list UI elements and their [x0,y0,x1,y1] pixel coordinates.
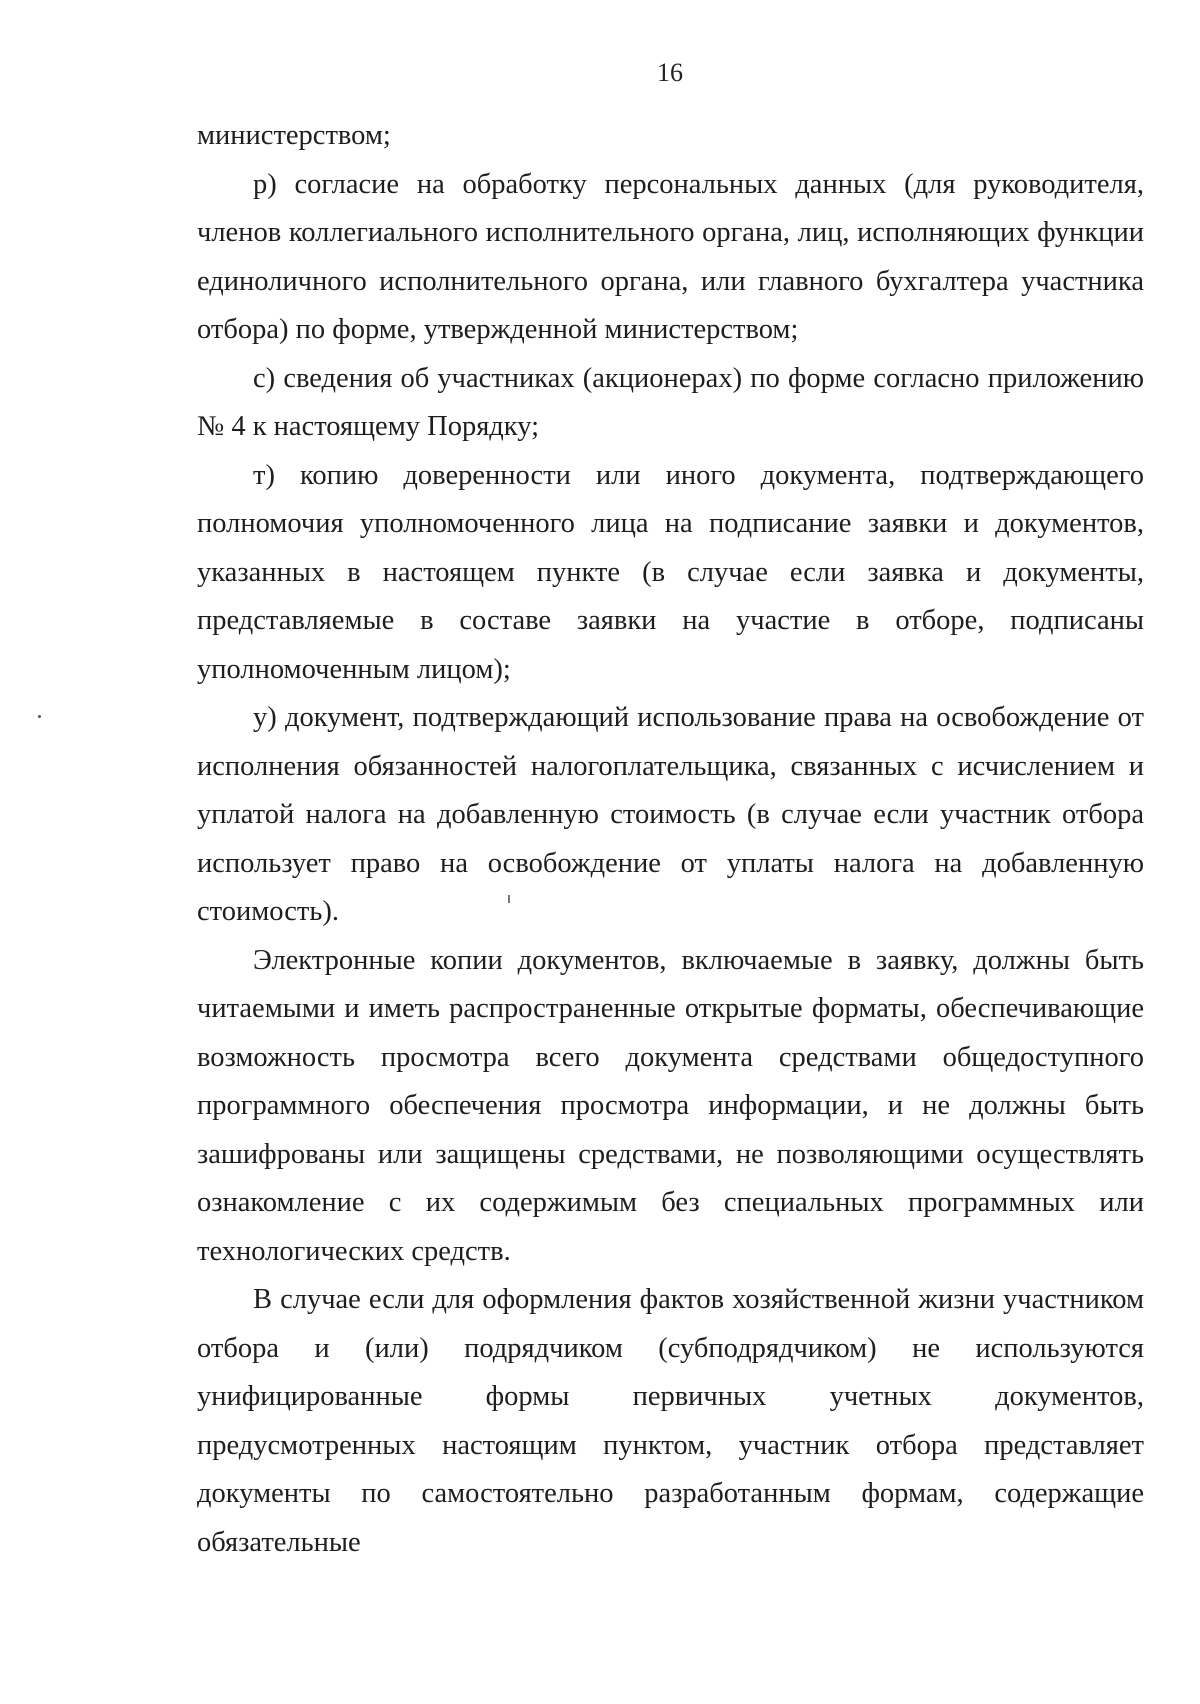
paragraph-electronic-copies: Электронные копии документов, включаемые в заявку, должны быть читаемыми и иметь распространенные открытые форматы, обеспечивающие возможность просмотра всего документа средствами общедоступного программного обеспечения просмотра информации, и не должны быть зашифрованы или защищены средствами, не позволяющими осуществлять ознакомление с их содержимым без специальных программных или технологических средств. [197,944,1144,1267]
paragraph-item-s: с) сведения об участниках (акционерах) по форме согласно приложению № 4 к настоящему Порядку; [197,362,1144,442]
paragraph-item-t: т) копию доверенности или иного документа, подтверждающего полномочия уполномоченного лица на подписание заявки и документов, указанных в настоящем пункте (в случае если заявка и документы, представляемые в составе заявки на участие в отборе, подписаны уполномоченным лицом); [197,459,1144,685]
page-number: 16 [657,58,683,87]
scan-speck [38,715,41,718]
paragraph-continuation: министерством; [197,120,391,151]
paragraph-item-u: у) документ, подтверждающий использование права на освобождение от исполнения обязанностей налогоплательщика, связанных с исчислением и уплатой налога на добавленную стоимость (в случае если участник отбора использует право на освобождение от уплаты налога на добавленную стоимость). [197,702,1144,927]
document-body [197,112,1144,1567]
paragraph-unified-forms: В случае если для оформления фактов хозяйственной жизни участником отбора и (или) подрядчиком (субподрядчиком) не используются унифицированные формы первичных учетных документов, предусмотренных настоящим пунктом, участник отбора представляет документы по самостоятельно разработанным формам, содержащие обязательные [197,1284,1144,1558]
paragraph-item-r: р) согласие на обработку персональных данных (для руководителя, членов коллегиального исполнительного органа, лиц, исполняющих функции единоличного исполнительного органа, или главного бухгалтера участника отбора) по форме, утвержденной министерством; [197,168,1144,345]
